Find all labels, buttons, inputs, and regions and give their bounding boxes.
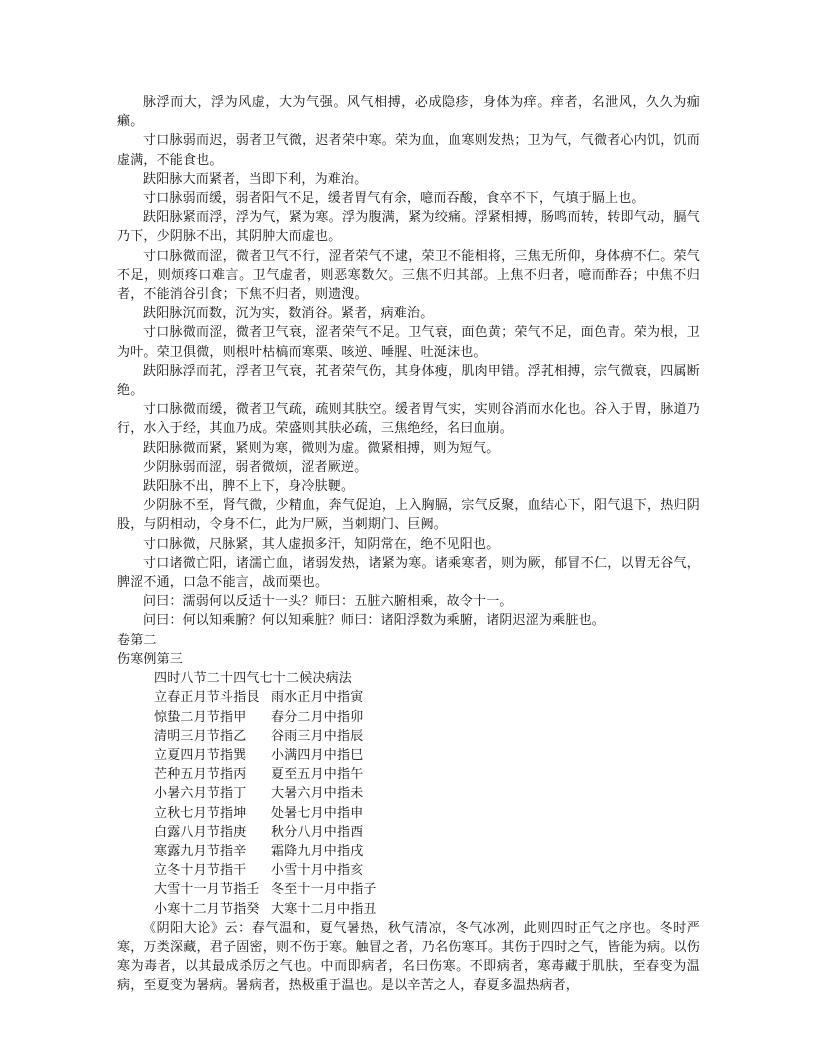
table-row (117, 708, 700, 727)
table-row (117, 842, 700, 861)
term-cell: 小雪十月中指亥 (271, 863, 364, 879)
paragraph: 趺阳脉紧而浮，浮为气，紧为寒。浮为腹满，紧为绞痛。浮紧相搏，肠鸣而转，转即气动，膈气乃下，少阴脉不出，其阴肿大而虚也。 (117, 210, 700, 245)
term-cell: 谷雨三月中指辰 (271, 728, 364, 744)
term-cell: 冬至十一月中指子 (271, 882, 377, 898)
paragraph: 寸口脉微而涩，微者卫气不行，涩者荣气不逮，荣卫不能相将，三焦无所仰，身体痹不仁。荣气不足，则烦疼口难言。卫气虚者，则恶寒数欠。三焦不归其部。上焦不归者，噫而酢吞；中焦不归者，不能消谷引食；下焦不归者，则遗溲。 (117, 248, 700, 303)
term-cell: 清明三月节指乙 (154, 728, 247, 744)
term-cell: 处暑七月中指申 (271, 805, 364, 821)
table-row (117, 784, 700, 803)
paragraph: 趺阳脉不出，脾不上下，身冷肤鞕。 (143, 479, 355, 495)
term-cell: 寒露九月节指辛 (154, 843, 247, 859)
term-cell: 秋分八月中指酉 (271, 824, 364, 840)
term-cell: 大寒十二月中指丑 (271, 901, 377, 917)
table-row (117, 880, 700, 899)
paragraph: 少阴脉不至，肾气微，少精血，奔气促迫，上入胸膈，宗气反聚，血结心下，阳气退下，热归阴股，与阴相动，令身不仁，此为尸厥，当刺期门、巨阙。 (117, 498, 700, 533)
paragraph: 趺阳脉沉而数，沉为实，数消谷。紧者，病难治。 (143, 306, 434, 322)
paragraph: 寸口脉微，尺脉紧，其人虚损多汗，知阴常在，绝不见阳也。 (143, 536, 500, 552)
term-cell: 立夏四月节指巽 (154, 747, 247, 763)
document-page (117, 93, 700, 996)
term-cell: 春分二月中指卯 (271, 709, 364, 725)
term-cell: 小满四月中指巳 (271, 747, 364, 763)
paragraph: 寸口脉微而涩，微者卫气衰，涩者荣气不足。卫气衰，面色黄；荣气不足，面色青。荣为根，卫为叶。荣卫俱微，则根叶枯槁而寒栗、咳逆、唾腥、吐涎沫也。 (117, 325, 700, 360)
term-cell: 芒种五月节指丙 (154, 767, 247, 783)
term-cell: 白露八月节指庚 (154, 824, 247, 840)
paragraph: 寸口脉弱而迟，弱者卫气微，迟者荣中寒。荣为血，血寒则发热；卫为气，气微者心内饥，饥而虚满，不能食也。 (117, 133, 700, 168)
table-row (117, 746, 700, 765)
term-cell: 立秋七月节指坤 (154, 805, 247, 821)
term-cell: 霜降九月中指戌 (271, 843, 364, 859)
paragraph: 寸口脉弱而缓，弱者阳气不足，缓者胃气有余，噫而吞酸，食卒不下，气填于膈上也。 (143, 191, 645, 207)
paragraph: 问曰：濡弱何以反适十一头？师曰：五脏六腑相乘，故令十一。 (143, 594, 513, 610)
table-row (117, 688, 700, 707)
volume-heading: 卷第二 (117, 632, 157, 648)
paragraph: 趺阳脉大而紧者，当即下利，为难治。 (143, 171, 368, 187)
paragraph: 脉浮而大，浮为风虚，大为气强。风气相搏，必成隐疹，身体为痒。痒者，名泄风，久久为痂癞。 (117, 95, 700, 130)
table-row (117, 804, 700, 823)
term-cell: 立冬十月节指干 (154, 863, 247, 879)
table-row (117, 861, 700, 880)
term-cell: 小寒十二月节指癸 (154, 901, 260, 917)
solar-terms-table (117, 669, 700, 919)
term-cell: 小暑六月节指丁 (154, 786, 247, 802)
table-row (117, 727, 700, 746)
paragraph: 寸口脉微而缓，微者卫气疏，疏则其肤空。缓者胃气实，实则谷消而水化也。谷入于胃，脉道乃行，水入于经，其血乃成。荣盛则其肤必疏，三焦绝经，名曰血崩。 (117, 402, 700, 437)
term-cell: 雨水正月中指寅 (271, 690, 364, 706)
table-row (117, 765, 700, 784)
table-row (117, 823, 700, 842)
paragraph: 寸口诸微亡阳，诸濡亡血，诸弱发热，诸紧为寒。诸乘寒者，则为厥，郁冒不仁，以胃无谷气，脾涩不通，口急不能言，战而栗也。 (117, 555, 700, 591)
term-cell: 大雪十一月节指壬 (154, 882, 260, 898)
paragraph: 趺阳脉微而紧，紧则为寒，微则为虚。微紧相搏，则为短气。 (143, 440, 500, 456)
paragraph: 少阴脉弱而涩，弱者微烦，涩者厥逆。 (143, 459, 368, 475)
paragraph: 趺阳脉浮而芤，浮者卫气衰，芤者荣气伤，其身体瘦，肌肉甲错。浮芤相搏，宗气微衰，四属断绝。 (117, 363, 700, 399)
table-row (117, 900, 700, 919)
term-cell: 立春正月节斗指艮 (154, 690, 260, 706)
closing-paragraph: 《阴阳大论》云：春气温和，夏气暑热，秋气清凉，冬气冰冽，此则四时正气之序也。冬时严寒，万类深藏，君子固密，则不伤于寒。触冒之者，乃名伤寒耳。其伤于四时之气，皆能为病。以伤寒为毒者，以其最成杀厉之气也。中而即病者，名曰伤寒。不即病者，寒毒藏于肌肤，至春变为温病，至夏变为暑病。暑病者，热极重于温也。是以辛苦之人，春夏多温热病者， (117, 920, 700, 994)
term-cell: 惊蛰二月节指甲 (154, 709, 247, 725)
term-cell: 夏至五月中指午 (271, 767, 364, 783)
paragraph: 问曰：何以知乘腑？何以知乘脏？师曰：诸阳浮数为乘腑，诸阴迟涩为乘脏也。 (143, 613, 606, 629)
term-cell: 大暑六月中指未 (271, 786, 364, 802)
chapter-heading: 伤寒例第三 (117, 651, 184, 667)
table-title: 四时八节二十四气七十二候决病法 (154, 671, 353, 687)
